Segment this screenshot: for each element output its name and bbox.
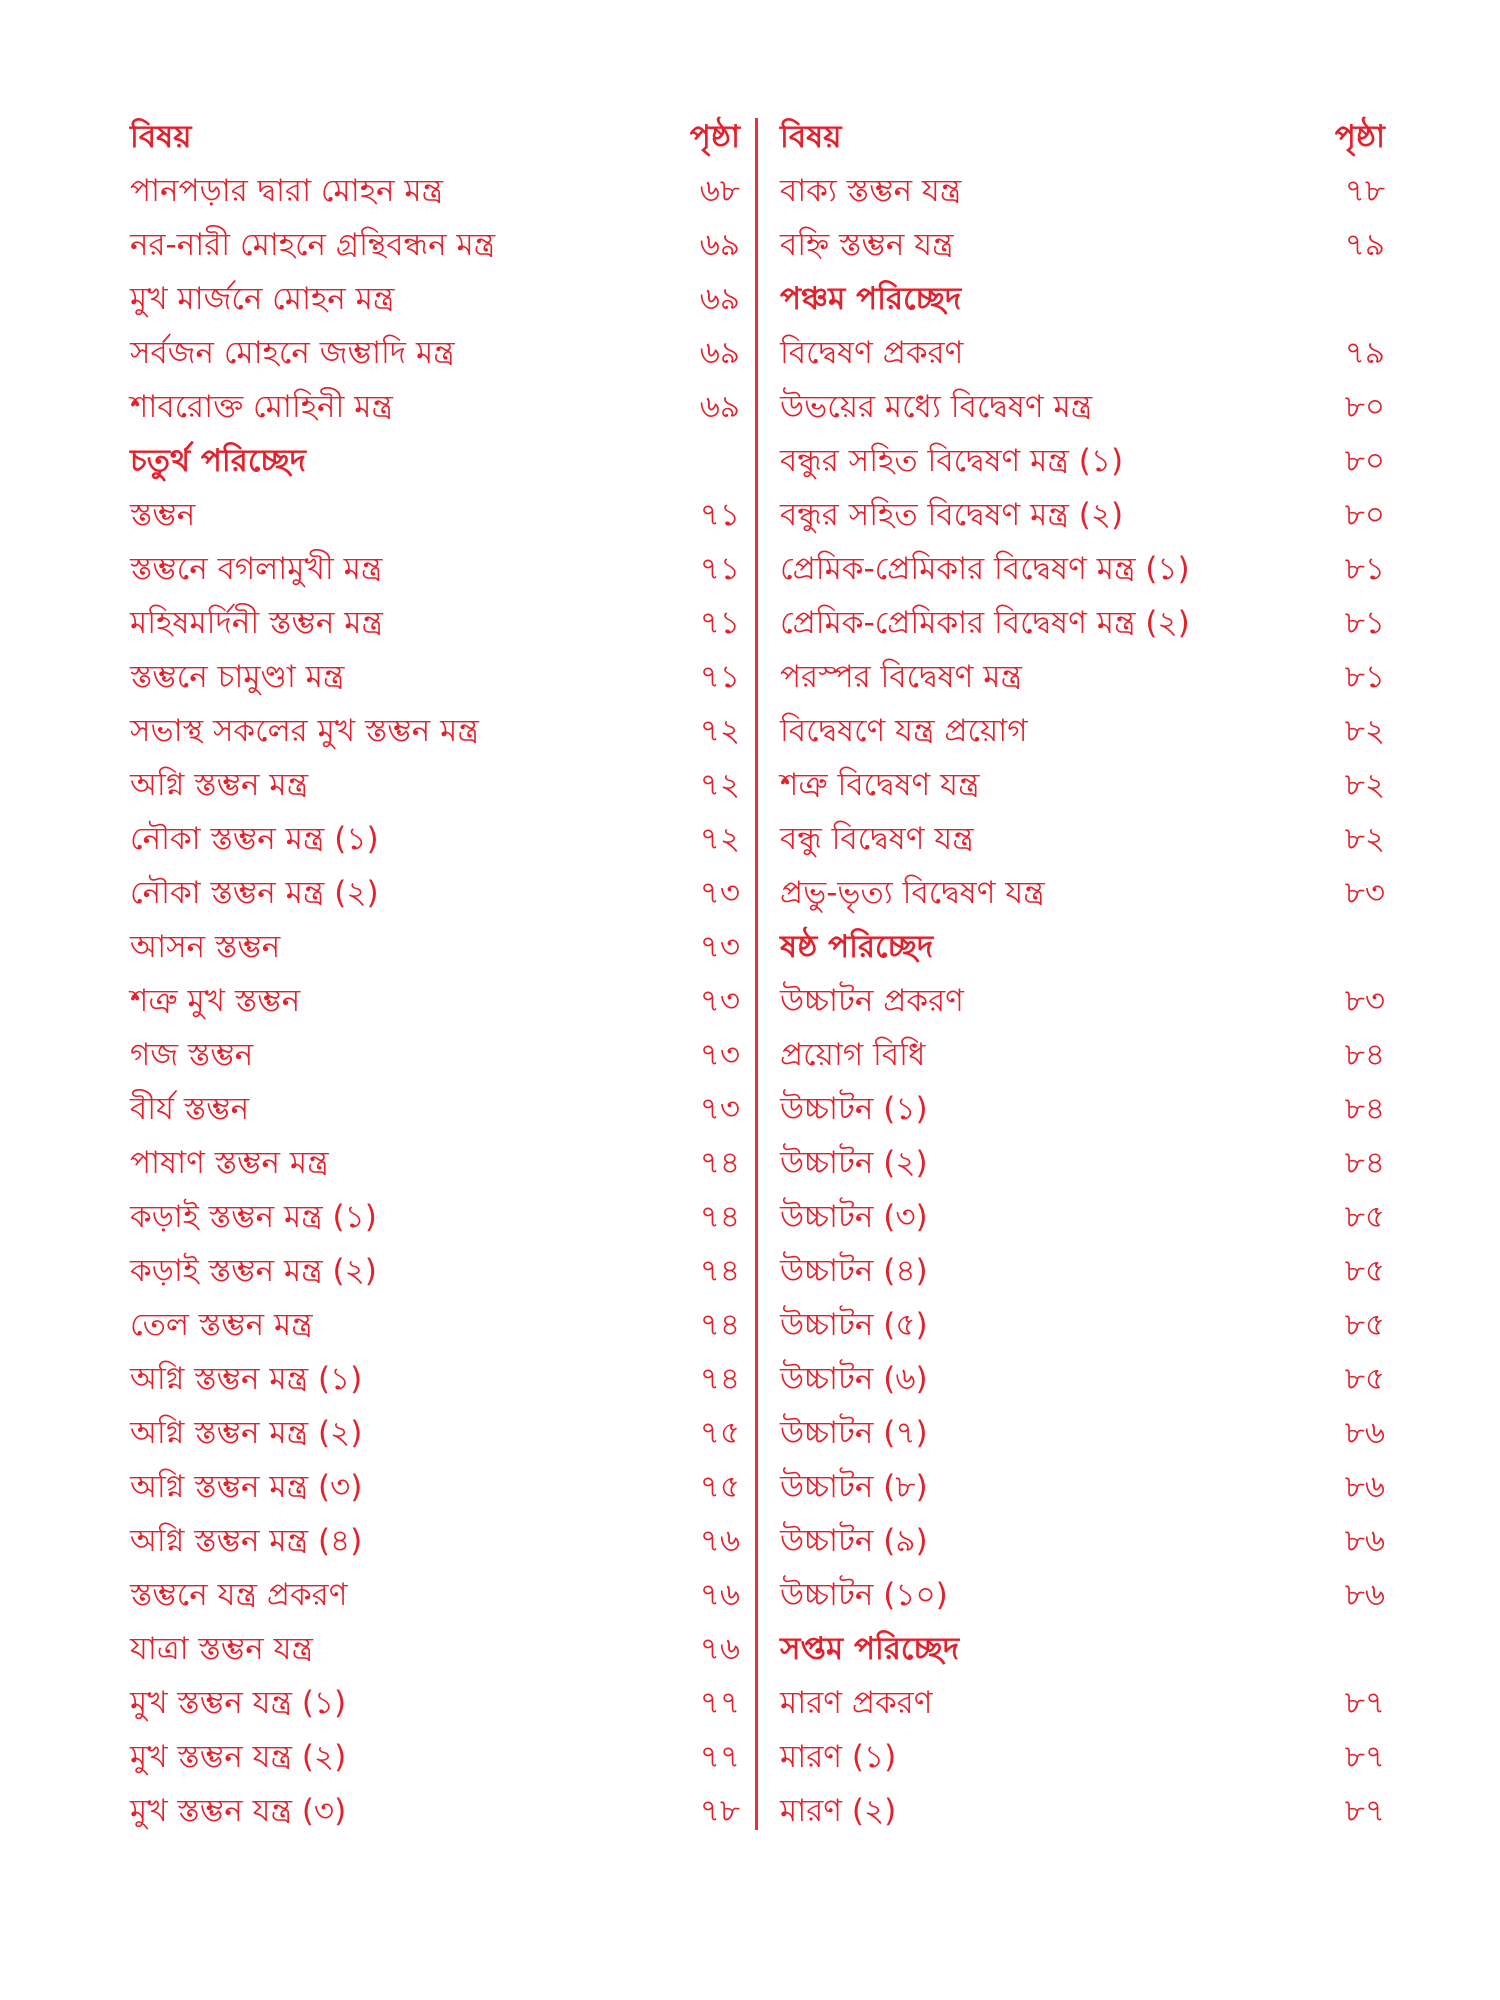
entry-page-number: ৭৮: [1344, 173, 1385, 209]
entry-page-number: ৮৪: [1344, 1037, 1385, 1073]
entry-page-number: ৮০: [1344, 389, 1385, 425]
toc-entry: [780, 1138, 1385, 1192]
entry-page-number: ৭১: [699, 605, 740, 641]
entry-title: উচ্চাটন (৮): [780, 1469, 928, 1505]
entry-page-number: ৮৩: [1344, 875, 1385, 911]
toc-entry: [130, 868, 740, 922]
entry-title: বহ্নি স্তম্ভন যন্ত্র: [780, 227, 954, 263]
entry-title: উচ্চাটন (৯): [780, 1523, 928, 1559]
entry-title: নর-নারী মোহনে গ্রন্থিবন্ধন মন্ত্র: [130, 227, 496, 263]
toc-entry: [780, 1084, 1385, 1138]
toc-entry: [130, 1192, 740, 1246]
toc-entry: [780, 436, 1385, 490]
toc-entry: [130, 1354, 740, 1408]
entry-page-number: ৭৫: [699, 1469, 740, 1505]
entry-title: যাত্রা স্তম্ভন যন্ত্র: [130, 1631, 314, 1667]
toc-entry: [780, 1678, 1385, 1732]
entry-page-number: ৭৪: [699, 1145, 740, 1181]
entry-page-number: ৭৯: [1344, 335, 1385, 371]
entry-title: বিদ্বেষণ প্রকরণ: [780, 335, 964, 371]
entry-page-number: ৭২: [699, 767, 740, 803]
toc-entry: [780, 166, 1385, 220]
entry-page-number: ৮৬: [1344, 1469, 1385, 1505]
entry-page-number: ৭৩: [699, 929, 740, 965]
toc-entry: [130, 760, 740, 814]
section-heading: [130, 436, 740, 490]
toc-entry: [780, 814, 1385, 868]
section-heading: [780, 1624, 1385, 1678]
entry-page-number: ৮৬: [1344, 1523, 1385, 1559]
toc-entry: [780, 868, 1385, 922]
toc-list: [780, 166, 1385, 1840]
toc-entry: [130, 598, 740, 652]
toc-entry: [130, 1408, 740, 1462]
entry-page-number: ৭২: [699, 821, 740, 857]
entry-page-number: ৭৮: [699, 1793, 740, 1829]
entry-page-number: ৭৩: [699, 1091, 740, 1127]
entry-page-number: ৭১: [699, 551, 740, 587]
entry-title: কড়াই স্তম্ভন মন্ত্র (১): [130, 1199, 377, 1235]
entry-page-number: ৭৪: [699, 1307, 740, 1343]
toc-entry: [780, 382, 1385, 436]
entry-page-number: ৮৬: [1344, 1415, 1385, 1451]
toc-entry: [780, 1516, 1385, 1570]
entry-title: নৌকা স্তম্ভন মন্ত্র (১): [130, 821, 379, 857]
entry-title: বন্ধুর সহিত বিদ্বেষণ মন্ত্র (২): [780, 497, 1124, 533]
entry-page-number: ৭১: [699, 497, 740, 533]
entry-page-number: ৬৯: [699, 335, 740, 371]
entry-title: পরস্পর বিদ্বেষণ মন্ত্র: [780, 659, 1022, 695]
toc-entry: [130, 1246, 740, 1300]
entry-page-number: ৭৫: [699, 1415, 740, 1451]
entry-title: অগ্নি স্তম্ভন মন্ত্র (৩): [130, 1469, 363, 1505]
subject-heading: বিষয়: [780, 119, 842, 155]
entry-page-number: ৭৪: [699, 1253, 740, 1289]
section-heading: [780, 922, 1385, 976]
entry-page-number: ৮০: [1344, 497, 1385, 533]
entry-title: শাবরোক্ত মোহিনী মন্ত্র: [130, 389, 393, 425]
toc-entry: [780, 544, 1385, 598]
entry-page-number: ৭৯: [1344, 227, 1385, 263]
toc-entry: [130, 1570, 740, 1624]
column-divider: [755, 118, 758, 1830]
entry-page-number: ৭২: [699, 713, 740, 749]
entry-title: সপ্তম পরিচ্ছেদ: [780, 1631, 960, 1667]
toc-header: [130, 112, 740, 166]
entry-page-number: ৮২: [1344, 767, 1385, 803]
entry-title: উচ্চাটন প্রকরণ: [780, 983, 964, 1019]
entry-title: আসন স্তম্ভন: [130, 929, 281, 965]
entry-page-number: ৭৩: [699, 1037, 740, 1073]
entry-title: উচ্চাটন (৬): [780, 1361, 928, 1397]
entry-title: মারণ (১): [780, 1739, 897, 1775]
toc-entry: [130, 1084, 740, 1138]
entry-page-number: ৮৪: [1344, 1091, 1385, 1127]
entry-page-number: ৮৫: [1344, 1253, 1385, 1289]
entry-page-number: ৭৭: [699, 1685, 740, 1721]
entry-page-number: ৮১: [1344, 605, 1385, 641]
toc-entry: [130, 490, 740, 544]
entry-title: তেল স্তম্ভন মন্ত্র: [130, 1307, 313, 1343]
entry-page-number: ৭৩: [699, 983, 740, 1019]
entry-title: পাষাণ স্তম্ভন মন্ত্র: [130, 1145, 329, 1181]
entry-title: ষষ্ঠ পরিচ্ছেদ: [780, 929, 934, 965]
entry-page-number: ৬৯: [699, 227, 740, 263]
entry-title: নৌকা স্তম্ভন মন্ত্র (২): [130, 875, 379, 911]
entry-title: সভাস্থ সকলের মুখ স্তম্ভন মন্ত্র: [130, 713, 479, 749]
entry-page-number: ৬৯: [699, 389, 740, 425]
entry-page-number: ৮৫: [1344, 1199, 1385, 1235]
entry-page-number: ৭৪: [699, 1199, 740, 1235]
entry-title: স্তম্ভন: [130, 497, 196, 533]
entry-title: অগ্নি স্তম্ভন মন্ত্র (২): [130, 1415, 363, 1451]
toc-entry: [780, 220, 1385, 274]
toc-entry: [130, 1678, 740, 1732]
entry-page-number: ৮০: [1344, 443, 1385, 479]
toc-entry: [130, 166, 740, 220]
entry-title: পঞ্চম পরিচ্ছেদ: [780, 281, 962, 317]
entry-title: সর্বজন মোহনে জম্ভাদি মন্ত্র: [130, 335, 455, 371]
toc-entry: [780, 1786, 1385, 1840]
toc-entry: [130, 1138, 740, 1192]
toc-entry: [780, 706, 1385, 760]
entry-page-number: ৬৯: [699, 281, 740, 317]
entry-title: প্রয়োগ বিধি: [780, 1037, 926, 1073]
entry-title: উচ্চাটন (২): [780, 1145, 928, 1181]
toc-entry: [780, 1300, 1385, 1354]
entry-page-number: ৮৪: [1344, 1145, 1385, 1181]
entry-title: মুখ মার্জনে মোহন মন্ত্র: [130, 281, 395, 317]
toc-entry: [780, 1030, 1385, 1084]
toc-entry: [780, 490, 1385, 544]
entry-page-number: ৭১: [699, 659, 740, 695]
entry-title: স্তম্ভনে যন্ত্র প্রকরণ: [130, 1577, 348, 1613]
toc-list: [130, 166, 740, 1840]
entry-page-number: ৭৪: [699, 1361, 740, 1397]
toc-entry: [780, 976, 1385, 1030]
entry-page-number: ৭৩: [699, 875, 740, 911]
toc-entry: [780, 1354, 1385, 1408]
toc-entry: [780, 1192, 1385, 1246]
entry-page-number: ৮১: [1344, 659, 1385, 695]
entry-title: বীর্য স্তম্ভন: [130, 1091, 250, 1127]
entry-title: শত্রু মুখ স্তম্ভন: [130, 983, 301, 1019]
entry-title: বিদ্বেষণে যন্ত্র প্রয়োগ: [780, 713, 1028, 749]
entry-title: মারণ প্রকরণ: [780, 1685, 933, 1721]
entry-page-number: ৮২: [1344, 713, 1385, 749]
entry-page-number: ৭৬: [699, 1631, 740, 1667]
toc-entry: [130, 382, 740, 436]
entry-title: মুখ স্তম্ভন যন্ত্র (৩): [130, 1793, 347, 1829]
entry-title: উচ্চাটন (৭): [780, 1415, 928, 1451]
entry-page-number: ৮২: [1344, 821, 1385, 857]
toc-entry: [130, 652, 740, 706]
toc-entry: [780, 760, 1385, 814]
entry-title: উচ্চাটন (১০): [780, 1577, 948, 1613]
entry-page-number: ৭৭: [699, 1739, 740, 1775]
entry-title: প্রেমিক-প্রেমিকার বিদ্বেষণ মন্ত্র (১): [780, 551, 1190, 587]
toc-entry: [130, 1030, 740, 1084]
entry-page-number: ৭৬: [699, 1523, 740, 1559]
toc-entry: [130, 328, 740, 382]
subject-heading: বিষয়: [130, 119, 192, 155]
entry-title: মারণ (২): [780, 1793, 897, 1829]
entry-page-number: ৮৫: [1344, 1307, 1385, 1343]
entry-title: বন্ধুর সহিত বিদ্বেষণ মন্ত্র (১): [780, 443, 1124, 479]
toc-entry: [780, 1732, 1385, 1786]
entry-title: মুখ স্তম্ভন যন্ত্র (২): [130, 1739, 347, 1775]
toc-entry: [130, 1624, 740, 1678]
toc-entry: [780, 1462, 1385, 1516]
toc-entry: [780, 1570, 1385, 1624]
entry-title: শত্রু বিদ্বেষণ যন্ত্র: [780, 767, 980, 803]
entry-page-number: ৮৭: [1344, 1685, 1385, 1721]
entry-page-number: ৬৮: [699, 173, 740, 209]
toc-entry: [130, 1786, 740, 1840]
toc-entry: [130, 220, 740, 274]
toc-entry: [130, 922, 740, 976]
toc-entry: [130, 1300, 740, 1354]
entry-title: প্রভু-ভৃত্য বিদ্বেষণ যন্ত্র: [780, 875, 1045, 911]
toc-entry: [130, 274, 740, 328]
entry-title: বাক্য স্তম্ভন যন্ত্র: [780, 173, 962, 209]
entry-title: অগ্নি স্তম্ভন মন্ত্র (৪): [130, 1523, 363, 1559]
toc-entry: [780, 1408, 1385, 1462]
entry-title: উচ্চাটন (১): [780, 1091, 928, 1127]
toc-left-column: [130, 112, 740, 1840]
toc-entry: [780, 598, 1385, 652]
entry-title: উচ্চাটন (৩): [780, 1199, 928, 1235]
entry-page-number: ৭৬: [699, 1577, 740, 1613]
page-heading: পৃষ্ঠা: [689, 119, 740, 155]
entry-title: পানপড়ার দ্বারা মোহন মন্ত্র: [130, 173, 444, 209]
section-heading: [780, 274, 1385, 328]
toc-entry: [130, 814, 740, 868]
entry-title: স্তম্ভনে বগলামুখী মন্ত্র: [130, 551, 383, 587]
entry-page-number: ৮৬: [1344, 1577, 1385, 1613]
toc-entry: [130, 1732, 740, 1786]
entry-page-number: ৮১: [1344, 551, 1385, 587]
entry-title: অগ্নি স্তম্ভন মন্ত্র: [130, 767, 309, 803]
entry-title: মহিষমর্দিনী স্তম্ভন মন্ত্র: [130, 605, 383, 641]
entry-title: উভয়ের মধ্যে বিদ্বেষণ মন্ত্র: [780, 389, 1093, 425]
entry-title: অগ্নি স্তম্ভন মন্ত্র (১): [130, 1361, 363, 1397]
entry-title: বন্ধু বিদ্বেষণ যন্ত্র: [780, 821, 974, 857]
toc-entry: [780, 652, 1385, 706]
toc-entry: [130, 976, 740, 1030]
entry-title: মুখ স্তম্ভন যন্ত্র (১): [130, 1685, 347, 1721]
entry-title: উচ্চাটন (৪): [780, 1253, 928, 1289]
toc-entry: [780, 1246, 1385, 1300]
entry-page-number: ৮৫: [1344, 1361, 1385, 1397]
entry-page-number: ৮৩: [1344, 983, 1385, 1019]
toc-entry: [130, 1462, 740, 1516]
entry-page-number: ৮৭: [1344, 1793, 1385, 1829]
toc-right-column: [780, 112, 1385, 1840]
page-heading: পৃষ্ঠা: [1334, 119, 1385, 155]
entry-title: স্তম্ভনে চামুণ্ডা মন্ত্র: [130, 659, 345, 695]
entry-title: প্রেমিক-প্রেমিকার বিদ্বেষণ মন্ত্র (২): [780, 605, 1190, 641]
entry-title: উচ্চাটন (৫): [780, 1307, 928, 1343]
toc-entry: [780, 328, 1385, 382]
entry-title: কড়াই স্তম্ভন মন্ত্র (২): [130, 1253, 377, 1289]
toc-entry: [130, 544, 740, 598]
entry-title: গজ স্তম্ভন: [130, 1037, 254, 1073]
toc-entry: [130, 706, 740, 760]
toc-entry: [130, 1516, 740, 1570]
entry-page-number: ৮৭: [1344, 1739, 1385, 1775]
toc-header: [780, 112, 1385, 166]
entry-title: চতুর্থ পরিচ্ছেদ: [130, 443, 306, 479]
